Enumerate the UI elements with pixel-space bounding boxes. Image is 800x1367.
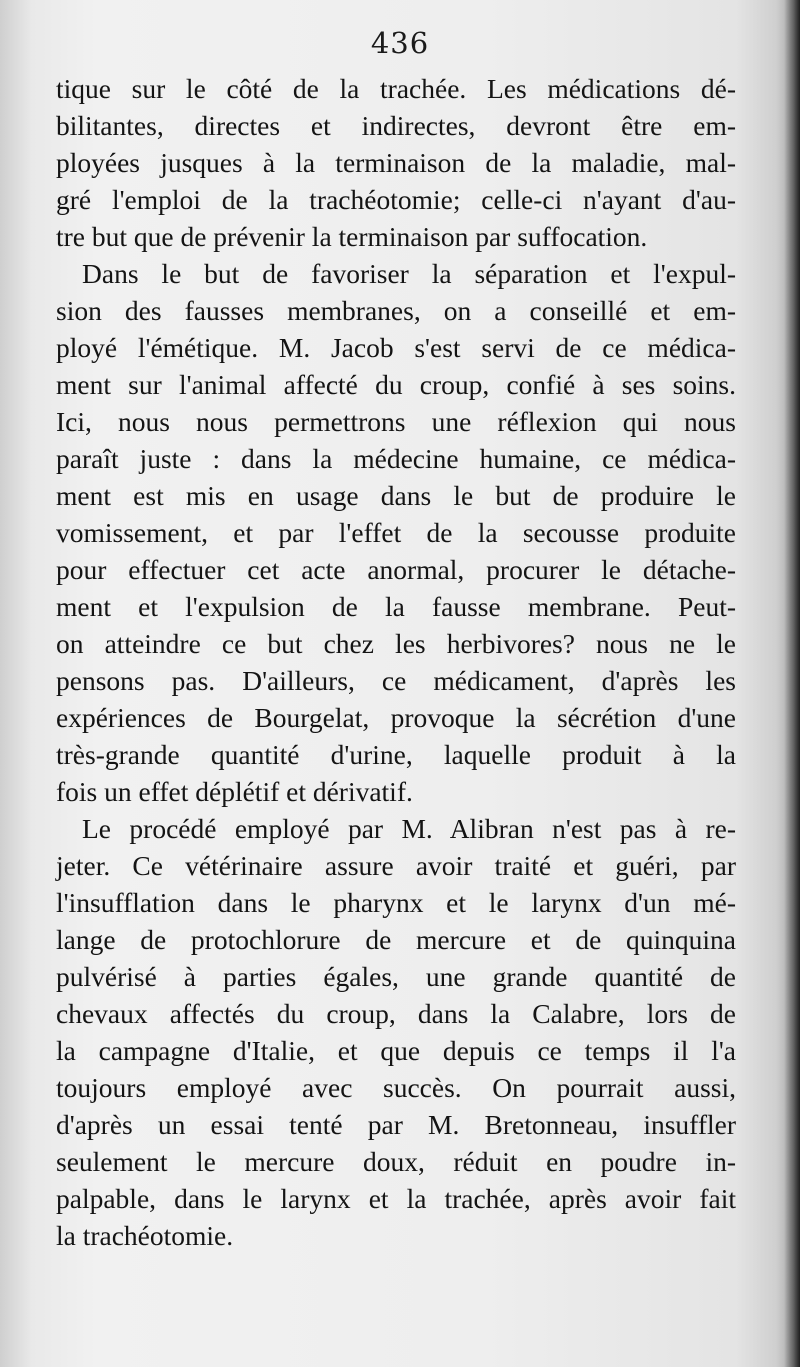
text-line: paraît juste : dans la médecine humaine, ce médica- <box>56 443 736 474</box>
text-line: vomissement, et par l'effet de la secousse produite <box>56 517 736 548</box>
text-line: ment est mis en usage dans le but de produire le <box>56 480 736 511</box>
text-line: sion des fausses membranes, on a conseillé et em- <box>56 295 736 326</box>
text-line: ployé l'émétique. M. Jacob s'est servi de ce médica- <box>56 332 736 363</box>
body-text <box>56 70 736 1254</box>
text-line: Ici, nous nous permettrons une réflexion qui nous <box>56 406 736 437</box>
text-line: lange de protochlorure de mercure et de quinquina <box>56 924 736 955</box>
text-line: fois un effet déplétif et dérivatif. <box>56 776 413 807</box>
paragraph <box>56 70 736 255</box>
text-line: seulement le mercure doux, réduit en poudre in- <box>56 1146 736 1177</box>
text-line: pulvérisé à parties égales, une grande quantité de <box>56 961 736 992</box>
text-line: bilitantes, directes et indirectes, devront être em- <box>56 110 736 141</box>
paragraph <box>56 255 736 810</box>
page-number: 436 <box>370 26 430 60</box>
text-line: chevaux affectés du croup, dans la Calabre, lors de <box>56 998 736 1029</box>
text-line: palpable, dans le larynx et la trachée, après avoir fait <box>56 1183 736 1214</box>
text-line: toujours employé avec succès. On pourrait aussi, <box>56 1072 736 1103</box>
text-line: la trachéotomie. <box>56 1220 234 1251</box>
text-line: la campagne d'Italie, et que depuis ce temps il l'a <box>56 1035 736 1066</box>
text-line: l'insufflation dans le pharynx et le larynx d'un mé- <box>56 887 736 918</box>
paragraph <box>56 810 736 1254</box>
text-line: ment et l'expulsion de la fausse membrane. Peut- <box>56 591 736 622</box>
text-line: ployées jusques à la terminaison de la maladie, mal- <box>56 147 736 178</box>
text-line: très-grande quantité d'urine, laquelle produit à la <box>56 739 736 770</box>
text-line: expériences de Bourgelat, provoque la sécrétion d'une <box>56 702 736 733</box>
text-line: Le procédé employé par M. Alibran n'est pas à re- <box>82 813 736 844</box>
text-line: tre but que de prévenir la terminaison par suffocation. <box>56 221 648 252</box>
text-line: jeter. Ce vétérinaire assure avoir traité et guéri, par <box>56 850 736 881</box>
text-line: pour effectuer cet acte anormal, procurer le détache- <box>56 554 736 585</box>
text-line: ment sur l'animal affecté du croup, confié à ses soins. <box>56 369 736 400</box>
text-line: pensons pas. D'ailleurs, ce médicament, d'après les <box>56 665 736 696</box>
text-line: d'après un essai tenté par M. Bretonneau, insuffler <box>56 1109 736 1140</box>
text-line: on atteindre ce but chez les herbivores? nous ne le <box>56 628 736 659</box>
text-line: Dans le but de favoriser la séparation et l'expul- <box>82 258 736 289</box>
text-line: tique sur le côté de la trachée. Les médications dé- <box>56 73 736 104</box>
text-line: gré l'emploi de la trachéotomie; celle-ci n'ayant d'au- <box>56 184 736 215</box>
